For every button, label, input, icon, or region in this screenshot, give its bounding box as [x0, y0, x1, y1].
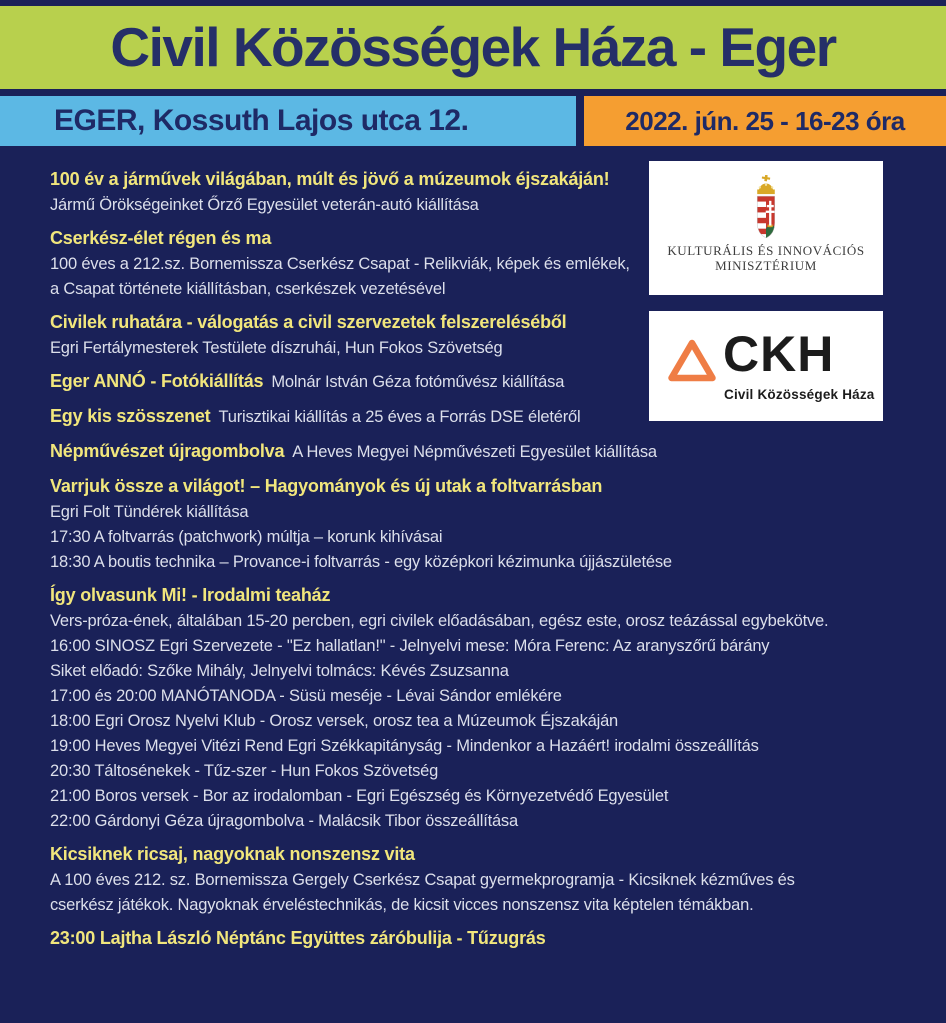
event-title: Cserkész-élet régen és ma [50, 228, 272, 248]
event-title: Varrjuk össze a világot! – Hagyományok és új utak a foltvarrásban [50, 476, 603, 496]
event-inline-text: A Heves Megyei Népművészeti Egyesület kiállítása [292, 443, 657, 461]
event-line: 20:30 Táltosénekek - Tűz-szer - Hun Fokos Szövetség [50, 762, 439, 780]
event-block [50, 841, 940, 918]
poster-body [0, 146, 946, 1023]
event-inline-text: Molnár István Géza fotóművész kiállítása [271, 373, 565, 391]
event-line: Egri Fertálymesterek Testülete díszruhái, Hun Fokos Szövetség [50, 339, 503, 357]
event-title: Kicsiknek ricsaj, nagyoknak nonszensz vita [50, 844, 415, 864]
date-text: 2022. jún. 25 - 16-23 óra [625, 105, 905, 136]
event-block [50, 438, 940, 466]
event-line: 17:30 A foltvarrás (patchwork) múltja – korunk kihívásai [50, 528, 443, 546]
event-line: 18:00 Egri Orosz Nyelvi Klub - Orosz versek, orosz tea a Múzeumok Éjszakáján [50, 712, 619, 730]
ckh-triangle-icon [667, 338, 717, 383]
ckh-full-name: Civil Közösségek Háza [724, 387, 875, 402]
event-block [50, 925, 940, 952]
event-line: A 100 éves 212. sz. Bornemissza Gergely Cserkész Csapat gyermekprogramja - Kicsiknek kézműves és [50, 871, 795, 889]
ministry-name-line2: MINISZTÉRIUM [715, 258, 817, 273]
event-line: Egri Folt Tündérek kiállítása [50, 503, 249, 521]
header-divider [0, 89, 946, 96]
event-title: 100 év a járművek világában, múlt és jövő a múzeumok éjszakáján! [50, 169, 610, 189]
event-title: Eger ANNÓ - Fotókiállítás Molnár István Géza fotóművész kiállítása [50, 371, 565, 391]
event-title: Civilek ruhatára - válogatás a civil szervezetek felszereléséből [50, 312, 567, 332]
event-line: 100 éves a 212.sz. Bornemissza Cserkész Csapat - Relikviák, képek és emlékek, [50, 255, 630, 273]
event-block [50, 473, 940, 575]
event-title: Így olvasunk Mi! - Irodalmi teaház [50, 585, 331, 605]
event-title: Népművészet újragombolva A Heves Megyei Népművészeti Egyesület kiállítása [50, 441, 657, 461]
ckh-abbreviation: CKH [723, 326, 835, 382]
event-inline-text: Turisztikai kiállítás a 25 éves a Forrás DSE életéről [218, 408, 581, 426]
event-line: 22:00 Gárdonyi Géza újragombolva - Malácsik Tibor összeállítása [50, 812, 518, 830]
event-block [50, 582, 940, 834]
subheader-divider [576, 96, 584, 146]
address-bar [0, 96, 576, 146]
event-line: 21:00 Boros versek - Bor az irodalomban - Egri Egészség és Környezetvédő Egyesület [50, 787, 669, 805]
event-line: Vers-próza-ének, általában 15-20 percben, egri civilek előadásában, egész este, orosz teázással egybekötve. [50, 612, 829, 630]
event-line: 19:00 Heves Megyei Vitézi Rend Egri Székkapitányság - Mindenkor a Hazáért! irodalmi összeállítás [50, 737, 759, 755]
address-text: EGER, Kossuth Lajos utca 12. [54, 104, 469, 137]
poster-header [0, 6, 946, 89]
event-title: 23:00 Lajtha László Néptánc Együttes záróbulija - Tűzugrás [50, 928, 546, 948]
poster-title: Civil Közösségek Háza - Eger [110, 16, 836, 78]
event-line: 18:30 A boutis technika – Provance-i foltvarrás - egy középkori kézimunka újjászületése [50, 553, 672, 571]
ministry-name-line1: KULTURÁLIS ÉS INNOVÁCIÓS [667, 243, 865, 258]
event-line: 16:00 SINOSZ Egri Szervezete - "Ez hallatlan!" - Jelnyelvi mese: Móra Ferenc: Az aranyszőrű bárány [50, 637, 770, 655]
event-title: Egy kis szösszenet Turisztikai kiállítás a 25 éves a Forrás DSE életéről [50, 406, 581, 426]
subheader-bar [0, 96, 946, 146]
ministry-logo-box [649, 161, 883, 295]
event-line: Siket előadó: Szőke Mihály, Jelnyelvi tolmács: Kévés Zsuzsanna [50, 662, 509, 680]
hungarian-coat-of-arms-icon [750, 175, 782, 239]
ckh-logo-box [649, 311, 883, 421]
ministry-name [649, 243, 883, 273]
date-bar [584, 96, 946, 146]
event-line: 17:00 és 20:00 MANÓTANODA - Süsü meséje - Lévai Sándor emlékére [50, 687, 562, 705]
event-line: cserkész játékok. Nagyoknak érveléstechnikás, de kicsit vicces nonszensz vita képtelen témákban. [50, 896, 754, 914]
event-line: Jármű Örökségeinket Őrző Egyesület veterán-autó kiállítása [50, 196, 479, 214]
event-line: a Csapat története kiállításban, cserkészek vezetésével [50, 280, 446, 298]
